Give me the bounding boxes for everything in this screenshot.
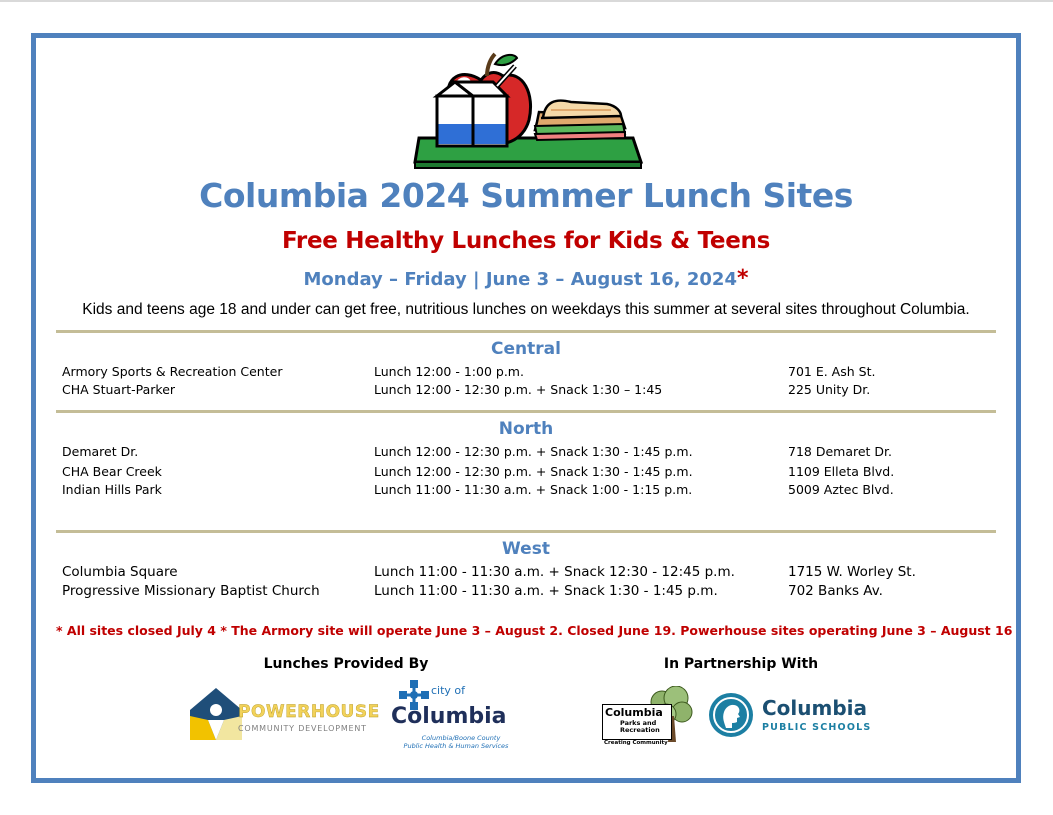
- site-address: 225 Unity Dr.: [788, 382, 871, 397]
- cps-name: Columbia: [762, 696, 868, 720]
- cps-sub: PUBLIC SCHOOLS: [762, 722, 872, 733]
- section-heading-west: West: [502, 539, 550, 559]
- powerhouse-logo: [186, 686, 380, 746]
- site-time: Lunch 12:00 - 1:00 p.m.: [374, 364, 524, 379]
- site-time: Lunch 12:00 - 12:30 p.m. + Snack 1:30 - 1:45 p.m.: [374, 464, 693, 479]
- site-name: Armory Sports & Recreation Center: [62, 364, 283, 379]
- parks-rec-logo: [598, 686, 698, 746]
- site-row: [62, 444, 962, 462]
- powerhouse-name: POWERHOUSE: [238, 702, 380, 722]
- site-address: 701 E. Ash St.: [788, 364, 876, 379]
- city-dept-line2: Public Health & Human Services: [403, 742, 509, 750]
- closure-note: * All sites closed July 4 * The Armory site will operate June 3 – August 2. Closed June 19. Powerhouse sites operating June 3 – August 16: [56, 623, 1013, 638]
- cps-logo: [708, 692, 888, 742]
- site-address: 1109 Elleta Blvd.: [788, 464, 895, 479]
- flyer-frame: [31, 33, 1021, 783]
- date-range-text: Monday – Friday | June 3 – August 16, 2024: [303, 269, 737, 290]
- page-title: Columbia 2024 Summer Lunch Sites: [199, 176, 853, 215]
- site-row: [62, 583, 962, 601]
- city-dept-line1: Columbia/Boone County: [421, 734, 501, 742]
- site-time: Lunch 12:00 - 12:30 p.m. + Snack 1:30 - 1:45 p.m.: [374, 444, 693, 459]
- site-time: Lunch 11:00 - 11:30 a.m. + Snack 1:30 - 1:45 p.m.: [374, 583, 718, 599]
- parks-rec-tag: Creating Community: [604, 740, 668, 746]
- parks-rec-sub: Parks and Recreation: [620, 719, 660, 734]
- lunch-tray-illustration: [411, 50, 646, 172]
- powerhouse-house-icon: [186, 686, 246, 742]
- city-prefix: city of: [431, 684, 466, 697]
- section-heading-central: Central: [491, 339, 561, 359]
- site-name: CHA Stuart-Parker: [62, 382, 176, 397]
- date-range-asterisk: *: [736, 266, 749, 291]
- site-name: Columbia Square: [62, 564, 178, 580]
- cps-profile-icon: [708, 692, 754, 738]
- page-subtitle: Free Healthy Lunches for Kids & Teens: [281, 228, 770, 254]
- site-address: 718 Demaret Dr.: [788, 444, 893, 459]
- section-divider: [56, 530, 996, 533]
- city-columbia-logo: [391, 678, 521, 758]
- site-name: CHA Bear Creek: [62, 464, 162, 479]
- parks-rec-name: Columbia: [605, 706, 663, 719]
- section-divider: [56, 330, 996, 333]
- site-address: 702 Banks Av.: [788, 583, 883, 599]
- date-range: [36, 266, 1016, 291]
- site-name: Progressive Missionary Baptist Church: [62, 583, 320, 599]
- site-name: Demaret Dr.: [62, 444, 139, 459]
- site-row: [62, 464, 962, 482]
- partners-heading: In Partnership With: [663, 656, 819, 672]
- site-row: [62, 364, 962, 382]
- top-divider: [0, 0, 1053, 2]
- city-name: Columbia: [391, 704, 507, 729]
- site-time: Lunch 12:00 - 12:30 p.m. + Snack 1:30 – 1:45: [374, 382, 663, 397]
- section-heading-north: North: [498, 419, 554, 439]
- site-row: [62, 382, 962, 400]
- site-row: [62, 482, 962, 500]
- providers-heading: Lunches Provided By: [263, 656, 429, 672]
- intro-text: Kids and teens age 18 and under can get free, nutritious lunches on weekdays this summer at several sites throughout Columbia.: [82, 301, 970, 318]
- site-name: Indian Hills Park: [62, 482, 162, 497]
- site-time: Lunch 11:00 - 11:30 a.m. + Snack 1:00 - 1:15 p.m.: [374, 482, 693, 497]
- powerhouse-sub: COMMUNITY DEVELOPMENT: [238, 724, 367, 733]
- site-row: [62, 564, 962, 582]
- site-address: 5009 Aztec Blvd.: [788, 482, 894, 497]
- site-time: Lunch 11:00 - 11:30 a.m. + Snack 12:30 - 12:45 p.m.: [374, 564, 735, 580]
- section-divider: [56, 410, 996, 413]
- site-address: 1715 W. Worley St.: [788, 564, 916, 580]
